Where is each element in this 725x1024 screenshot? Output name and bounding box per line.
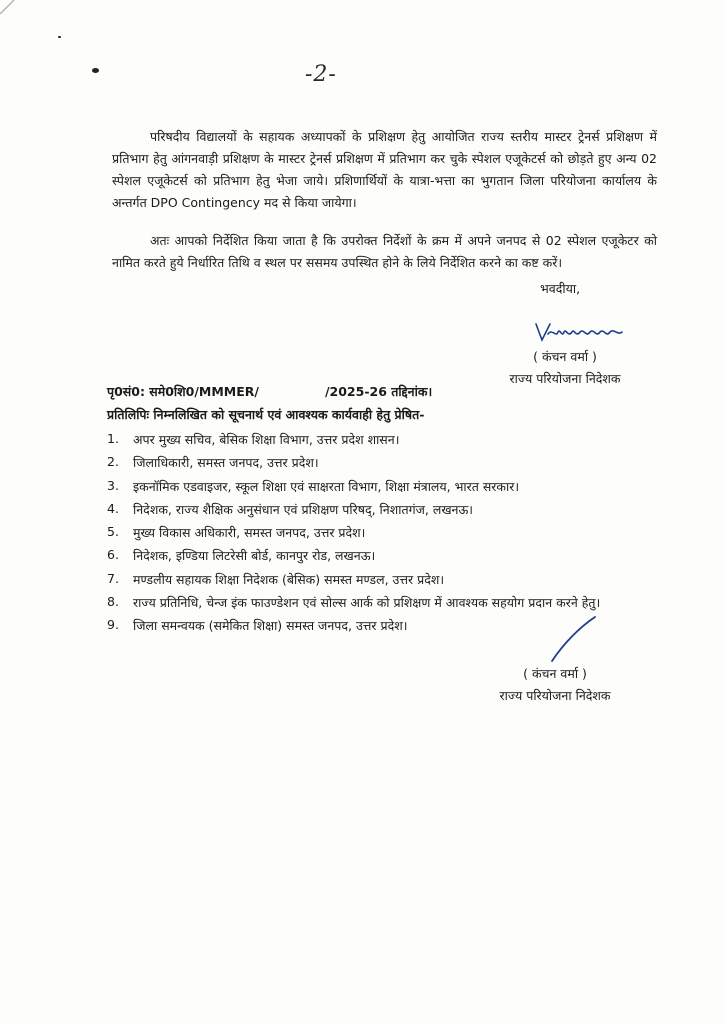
body-paragraph-2: अतः आपको निर्देशित किया जाता है कि उपरोक्त निर्देशों के क्रम में अपने जनपद से 02 स्पेशल एजूकेटर को नामित करते हुये निर्धारित तिथि व स्थल पर ससमय उपस्थित होने के लिये निर्देशित करने का कष्ट करें। xyxy=(112,233,657,270)
list-item: 8. राज्य प्रतिनिधि, चेन्ज इंक फाउण्डेशन एवं सोल्स आर्क को प्रशिक्षण में आवश्यक सहयोग प्रदान करने हेतु। xyxy=(107,594,601,611)
scan-speck xyxy=(58,36,61,38)
reference-number xyxy=(107,383,432,400)
list-item: 1. अपर मुख्य सचिव, बेसिक शिक्षा विभाग, उत्तर प्रदेश शासन। xyxy=(107,431,400,447)
list-item: 9. जिला समन्वयक (समेकित शिक्षा) समस्त जनपद, उत्तर प्रदेश। xyxy=(107,617,408,634)
reference-suffix: /2025-26 तद्दिनांक। xyxy=(324,384,433,399)
list-item: 3. इकनॉमिक एडवाइजर, स्कूल शिक्षा एवं साक्षरता विभाग, शिक्षा मंत्रालय, भारत सरकार। xyxy=(107,477,520,494)
handwritten-signature xyxy=(530,318,630,348)
body-paragraph-1: परिषदीय विद्यालयों के सहायक अध्यापकों के प्रशिक्षण हेतु आयोजित राज्य स्तरीय मास्टर ट्रेनर्स प्रशिक्षण में प्रतिभाग हेतु आंगनवाड़ी प्रशिक्षण के मास्टर ट्रेनर्स प्रशिक्षण में प्रतिभाग कर चुके स्पेशल एजूकेटर्स को छोड़ते हुए अन्य 02 स्पेशल एजूकेटर्स को प्रतिभाग हेतु भेजा जाये। प्रशिणार्थियों के यात्रा-भत्ता का भुगतान जिला परियोजना कार्यालय के अन्तर्गत DPO Contingency मद से किया जायेगा। xyxy=(112,129,657,210)
closing-salutation: भवदीया, xyxy=(540,281,581,296)
signatory-designation: राज्य परियोजना निदेशक xyxy=(509,371,621,386)
reference-prefix: पृ0सं0: समे0शि0/MMMER/ xyxy=(107,384,259,399)
copy-to-heading: प्रतिलिपिः निम्नलिखित को सूचनार्थ एवं आवश्यक कार्यवाही हेतु प्रेषित- xyxy=(107,407,425,422)
list-item: 2. जिलाधिकारी, समस्त जनपद, उत्तर प्रदेश। xyxy=(107,454,319,471)
page-number: -2- xyxy=(305,62,337,87)
signature-block-top xyxy=(500,346,630,390)
list-item: 6. निदेशक, इण्डिया लिटरेसी बोर्ड, कानपुर रोड, लखनऊ। xyxy=(107,547,376,564)
signature-block-bottom xyxy=(485,663,625,707)
list-item: 4. निदेशक, राज्य शैक्षिक अनुसंधान एवं प्रशिक्षण परिषद्, निशातगंज, लखनऊ। xyxy=(107,500,474,517)
signatory-name: ( कंचन वर्मा ) xyxy=(533,349,597,364)
scan-corner-mark xyxy=(0,0,40,40)
list-item: 5. मुख्य विकास अधिकारी, समस्त जनपद, उत्तर प्रदेश। xyxy=(107,524,366,541)
signatory-name: ( कंचन वर्मा ) xyxy=(523,666,587,681)
copy-to-list xyxy=(107,431,600,641)
pen-initial-mark xyxy=(550,615,600,665)
list-item: 7. मण्डलीय सहायक शिक्षा निदेशक (बेसिक) समस्त मण्डल, उत्तर प्रदेश। xyxy=(107,570,445,587)
scan-speck xyxy=(92,68,99,73)
signatory-designation: राज्य परियोजना निदेशक xyxy=(499,688,611,703)
